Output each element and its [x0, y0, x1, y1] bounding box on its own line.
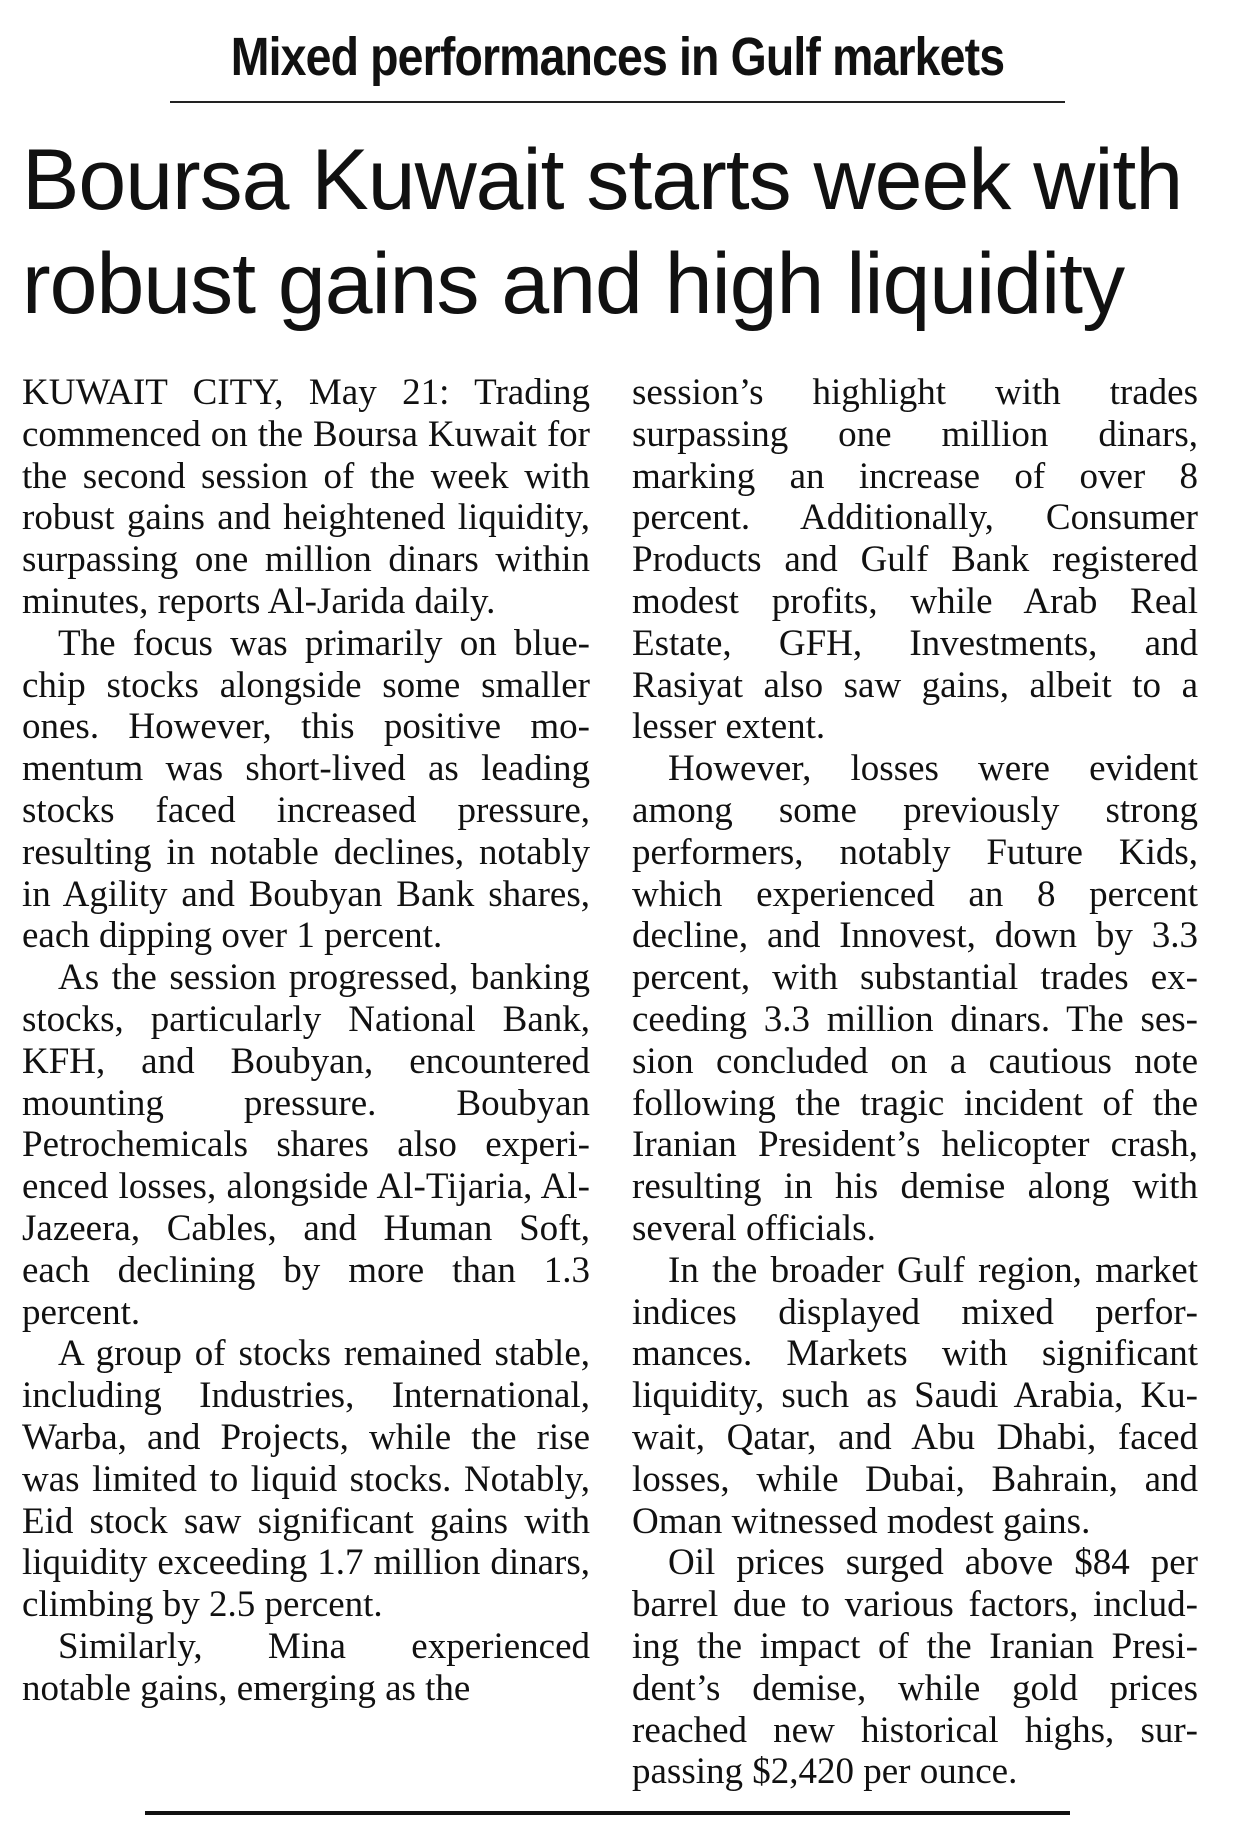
kicker-headline: Mixed performances in Gulf markets	[230, 27, 1005, 87]
paragraph: As the session progressed, banking stocks, particularly National Bank, KFH, and Boubyan, encountered mounting pressure. Boubyan Petrochemicals shares also experienced losses, alongside Al-Tijaria, Al-Jazeera, Cables, and Human Soft, each declining by more than 1.3 percent.	[22, 957, 590, 1333]
paragraph: KUWAIT CITY, May 21: Trading commenced on the Boursa Kuwait for the second session of the week with robust gains and heightened liquidity, surpassing one million dinars within minutes, reports Al-Jarida daily.	[22, 372, 590, 622]
article-column-left	[22, 372, 590, 1710]
paragraph: Oil prices surged above $84 per barrel due to various factors, including the impact of the Iranian President’s demise, while gold prices reached new historical highs, surpassing $2,420 per ounce.	[632, 1542, 1198, 1793]
paragraph: The focus was primarily on blue-chip stocks alongside some smaller ones. However, this positive momentum was short-lived as leading stocks faced increased pressure, resulting in notable declines, notably in Agility and Boubyan Bank shares, each dipping over 1 percent.	[22, 622, 590, 957]
article-end-rule	[145, 1811, 1070, 1815]
paragraph: session’s highlight with trades surpassing one million dinars, marking an increase of over 8 percent. Additionally, Consumer Products and Gulf Bank registered modest profits, while Arab Real Estate, GFH, Investments, and Rasiyat also saw gains, albeit to a lesser extent.	[632, 372, 1198, 748]
paragraph: In the broader Gulf region, market indices displayed mixed performances. Markets with significant liquidity, such as Saudi Arabia, Kuwait, Qatar, and Abu Dhabi, faced losses, while Dubai, Bahrain, and Oman witnessed modest gains.	[632, 1249, 1198, 1542]
kicker-divider	[170, 101, 1065, 103]
paragraph: However, losses were evident among some previously strong performers, notably Future Kids, which experienced an 8 percent decline, and Innovest, down by 3.3 percent, with substantial trades exceeding 3.3 million dinars. The session concluded on a cautious note following the tragic incident of the Iranian President’s helicopter crash, resulting in his demise along with several officials.	[632, 748, 1198, 1249]
article-headline: Boursa Kuwait starts week with robust gains and high liquidity	[22, 132, 1183, 332]
article-column-right	[632, 372, 1198, 1793]
paragraph: A group of stocks remained stable, including Industries, International, Warba, and Projects, while the rise was limited to liquid stocks. Notably, Eid stock saw significant gains with liquidity exceeding 1.7 million dinars, climbing by 2.5 percent.	[22, 1333, 590, 1626]
paragraph: Similarly, Mina experienced notable gains, emerging as the	[22, 1625, 590, 1709]
